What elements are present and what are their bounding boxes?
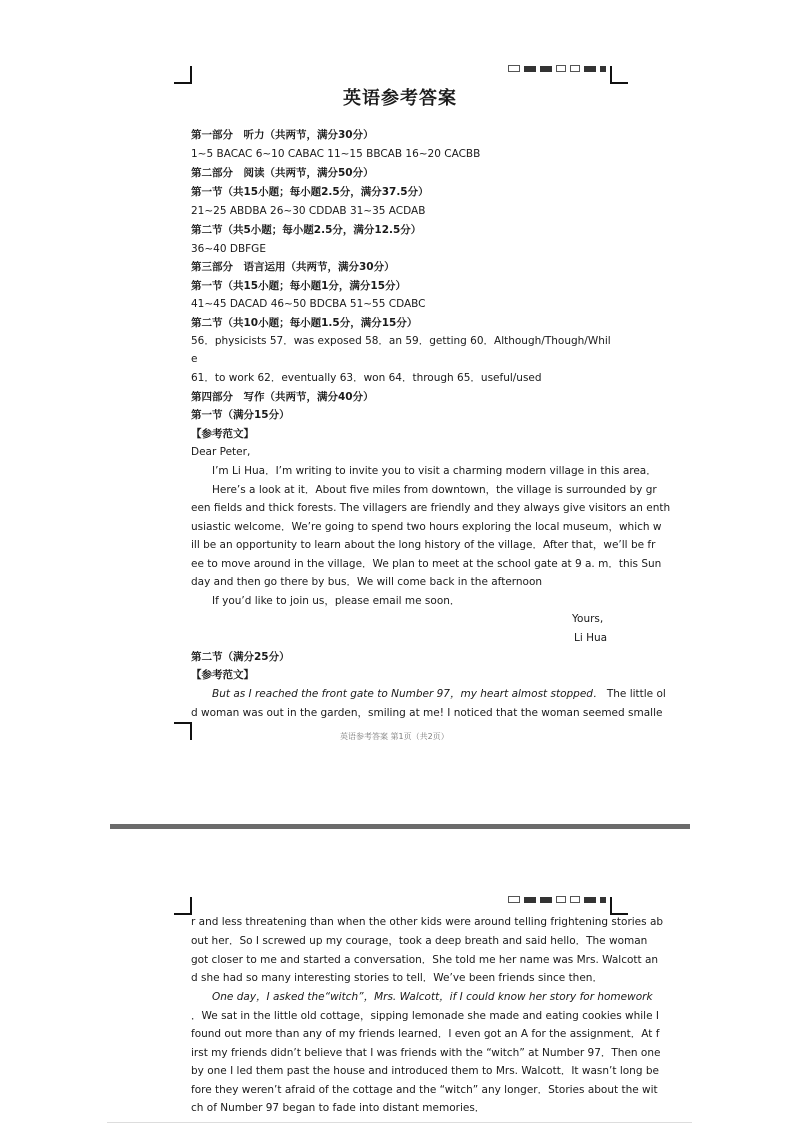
line: got closer to me and started a conversation．She told me her name was Mrs. Walcott an [191,954,659,966]
line: ill be an opportunity to learn about the long history of the village．After that，we’ll be fr [191,539,656,551]
line: fore they weren’t afraid of the cottage and the “witch” any longer．Stories about the wit [191,1084,658,1096]
crop-mark-top-left [174,897,192,915]
line: Dear Peter, [191,446,251,458]
line: r and less threatening than when the other kids were around telling frightening stories ab [191,916,664,928]
line: out her．So I screwed up my courage，took a deep breath and said hello．The woman [191,935,648,947]
line: 1~5 BACAC 6~10 CABAC 11~15 BBCAB 16~20 CACBB [191,148,481,160]
line: 第二部分 阅读（共两节，满分50分） [191,167,374,179]
line: 【参考范文】 [191,669,254,681]
italic-opening: But as I reached the front gate to Number 97，my heart almost stopped． [212,688,604,700]
line: 第二节（共10小题；每小题1.5分，满分15分） [191,317,418,329]
line: ch of Number 97 began to fade into distant memories． [191,1102,486,1114]
line: usiastic welcome．We’re going to spend two hours exploring the local museum，which w [191,521,662,533]
signature: Li Hua [574,632,608,644]
line: 第三部分 语言运用（共两节，满分30分） [191,261,395,273]
line: 第一节（满分15分） [191,409,290,421]
crop-mark-top-right [610,66,628,84]
crop-mark-bottom-left [174,722,192,740]
line: 第二节（共5小题；每小题2.5分，满分12.5分） [191,224,422,236]
line: 【参考范文】 [191,428,254,440]
line: ee to move around in the village．We plan to meet at the school gate at 9 a. m．this Sun [191,558,662,570]
line: irst my friends didn’t believe that I was friends with the “witch” at Number 97．Then one [191,1047,661,1059]
line: I’m Li Hua．I’m writing to invite you to visit a charming modern village in this area． [212,465,657,477]
page-title: 英语参考答案 [343,88,457,109]
line: If you’d like to join us，please email me soon． [212,595,461,607]
line: 第二节（满分25分） [191,651,290,663]
line: found out more than any of my friends learned．I even got an A for the assignment．At f [191,1028,660,1040]
registration-marks [508,65,606,72]
line: d woman was out in the garden，smiling at me! I noticed that the woman seemed smalle [191,707,663,719]
line: 41~45 DACAD 46~50 BDCBA 51~55 CDABC [191,298,426,310]
page-separator [110,824,690,829]
closing: Yours, [572,613,604,625]
line: 第一部分 听力（共两节，满分30分） [191,129,374,141]
line: One day，I asked the“witch”，Mrs. Walcott，if I could know her story for homework [212,991,653,1003]
page-edge [107,1122,692,1123]
line: Here’s a look at it．About five miles from downtown，the village is surrounded by gr [212,484,657,496]
line [212,687,666,701]
page-footer: 英语参考答案 第1页（共2页） [340,732,449,741]
line: 61．to work 62．eventually 63．won 64．through 65．useful/used [191,372,542,384]
line: d she had so many interesting stories to tell．We’ve been friends since then． [191,972,603,984]
line: 第一节（共15小题；每小题2.5分，满分37.5分） [191,186,429,198]
registration-marks [508,896,606,903]
line: by one I led them past the house and introduced them to Mrs. Walcott．It wasn’t long be [191,1065,659,1077]
line: e [191,353,198,365]
line: 36~40 DBFGE [191,243,266,255]
crop-mark-top-right [610,897,628,915]
line: day and then go there by bus．We will come back in the afternoon [191,576,543,588]
line: 第四部分 写作（共两节，满分40分） [191,391,374,403]
line: ．We sat in the little old cottage，sipping lemonade she made and eating cookies while I [191,1010,659,1022]
line-tail: The little ol [606,688,666,700]
line: een fields and thick forests. The villagers are friendly and they always give visitors an enth [191,502,671,514]
line: 21~25 ABDBA 26~30 CDDAB 31~35 ACDAB [191,205,426,217]
line: 56．physicists 57．was exposed 58．an 59．getting 60．Although/Though/Whil [191,335,611,347]
line: 第一节（共15小题；每小题1分，满分15分） [191,280,407,292]
crop-mark-top-left [174,66,192,84]
